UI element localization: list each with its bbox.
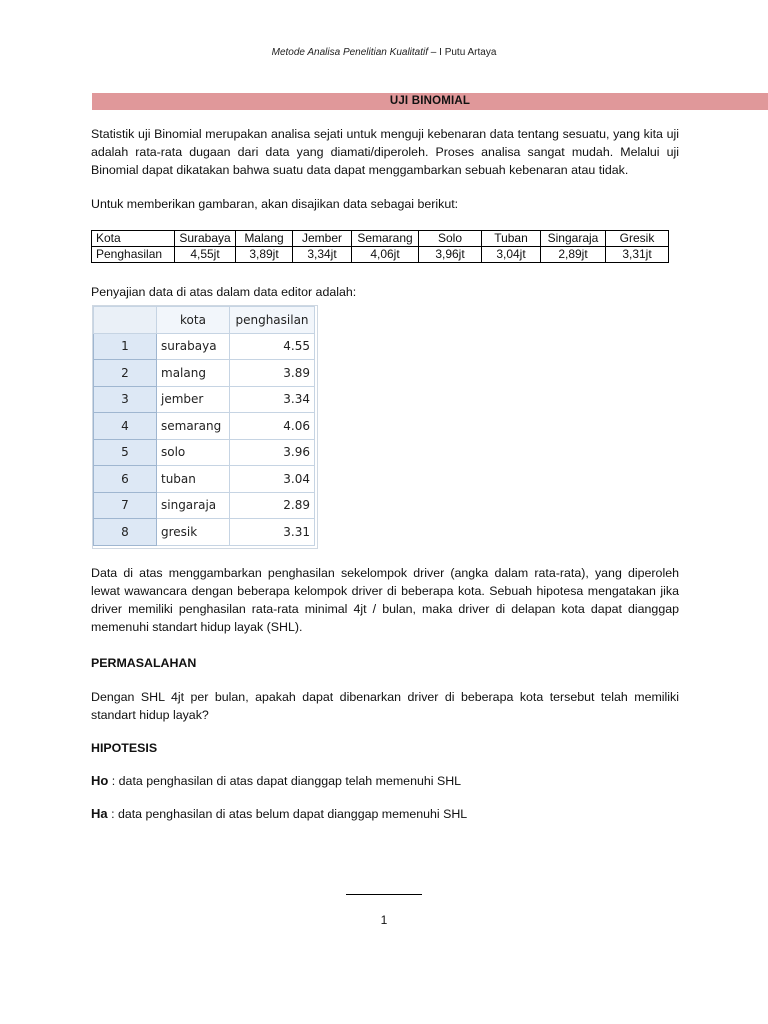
row-number: 1 <box>94 333 157 360</box>
ho-label: Ho <box>91 773 109 788</box>
grid-row <box>94 466 315 493</box>
hypothesis-ho <box>91 773 461 788</box>
cell-kota: surabaya <box>157 333 230 360</box>
cell-penghasilan: 4.06 <box>230 413 315 440</box>
table-cell: Tuban <box>482 231 541 247</box>
column-header-penghasilan: penghasilan <box>230 307 315 334</box>
cell-kota: gresik <box>157 519 230 546</box>
cell-kota: tuban <box>157 466 230 493</box>
cell-kota: jember <box>157 386 230 413</box>
grid-corner <box>94 307 157 334</box>
row-number: 6 <box>94 466 157 493</box>
grid-row <box>94 386 315 413</box>
cell-penghasilan: 3.34 <box>230 386 315 413</box>
page-number: 1 <box>380 913 388 927</box>
cell-penghasilan: 3.89 <box>230 360 315 387</box>
grid-row <box>94 439 315 466</box>
cell-penghasilan: 4.55 <box>230 333 315 360</box>
table-cell: Semarang <box>352 231 419 247</box>
row-number: 7 <box>94 492 157 519</box>
cell-penghasilan: 2.89 <box>230 492 315 519</box>
problem-text: Dengan SHL 4jt per bulan, apakah dapat dibenarkan driver di beberapa kota tersebut telah memiliki standart hidup layak? <box>91 690 679 722</box>
table-cell: 2,89jt <box>541 247 606 263</box>
header-title: Metode Analisa Penelitian Kualitatif <box>271 47 429 58</box>
table-cell: 3,96jt <box>419 247 482 263</box>
row-number: 5 <box>94 439 157 466</box>
lead-in-text: Untuk memberikan gambaran, akan disajikan data sebagai berikut: <box>91 197 459 211</box>
table-cell: Surabaya <box>175 231 236 247</box>
running-header <box>0 47 768 58</box>
problem-heading: PERMASALAHAN <box>91 656 197 670</box>
ha-label: Ha <box>91 806 108 821</box>
table-cell: 4,55jt <box>175 247 236 263</box>
grid-row <box>94 519 315 546</box>
cell-kota: solo <box>157 439 230 466</box>
cell-penghasilan: 3.96 <box>230 439 315 466</box>
data-editor-screenshot <box>92 305 318 549</box>
grid-row <box>94 333 315 360</box>
cell-penghasilan: 3.04 <box>230 466 315 493</box>
description-paragraph: Data di atas menggambarkan penghasilan sekelompok driver (angka dalam rata-rata), yang diperoleh lewat wawancara dengan beberapa kelompok driver di beberapa kota. Sebuah hipotesa mengatakan jika driver memiliki penghasilan rata-rata minimal 4jt / bulan, maka driver di delapan kota dapat dianggap memenuhi standart hidup layak (SHL). <box>91 566 679 634</box>
table-cell: Singaraja <box>541 231 606 247</box>
section-title: UJI BINOMIAL <box>92 93 768 110</box>
grid-row <box>94 360 315 387</box>
table-cell: Penghasilan <box>92 247 175 263</box>
header-author: – I Putu Artaya <box>428 47 497 58</box>
row-number: 8 <box>94 519 157 546</box>
income-table <box>91 230 669 263</box>
column-header-kota: kota <box>157 307 230 334</box>
table-cell: 3,89jt <box>236 247 293 263</box>
table-cell: 3,31jt <box>606 247 669 263</box>
data-editor-grid <box>93 306 315 546</box>
table-cell: Malang <box>236 231 293 247</box>
cell-kota: malang <box>157 360 230 387</box>
row-number: 4 <box>94 413 157 440</box>
table-cell: 3,34jt <box>293 247 352 263</box>
grid-row <box>94 492 315 519</box>
hypothesis-ha <box>91 806 467 821</box>
ho-text: : data penghasilan di atas dapat dianggap telah memenuhi SHL <box>108 774 462 788</box>
cell-penghasilan: 3.31 <box>230 519 315 546</box>
cell-kota: semarang <box>157 413 230 440</box>
table-cell: Kota <box>92 231 175 247</box>
grid-header-row <box>94 307 315 334</box>
hypothesis-heading: HIPOTESIS <box>91 741 158 755</box>
grid-row <box>94 413 315 440</box>
editor-caption: Penyajian data di atas dalam data editor adalah: <box>91 285 357 299</box>
cell-kota: singaraja <box>157 492 230 519</box>
ha-text: : data penghasilan di atas belum dapat dianggap memenuhi SHL <box>107 807 468 821</box>
table-cell: Gresik <box>606 231 669 247</box>
table-cell: Solo <box>419 231 482 247</box>
table-cell: 4,06jt <box>352 247 419 263</box>
income-table-value-row <box>92 247 669 263</box>
table-cell: 3,04jt <box>482 247 541 263</box>
row-number: 2 <box>94 360 157 387</box>
footnote-separator <box>346 894 422 895</box>
intro-paragraph: Statistik uji Binomial merupakan analisa sejati untuk menguji kebenaran data tentang sesuatu, yang kita uji adalah rata-rata dugaan dari data yang diamati/diperoleh. Proses analisa sangat mudah. Melalui uji Binomial dapat dikatakan bahwa suatu data dapat menggambarkan sebuah kebenaran atau tidak. <box>91 127 679 177</box>
income-table-header-row <box>92 231 669 247</box>
table-cell: Jember <box>293 231 352 247</box>
row-number: 3 <box>94 386 157 413</box>
